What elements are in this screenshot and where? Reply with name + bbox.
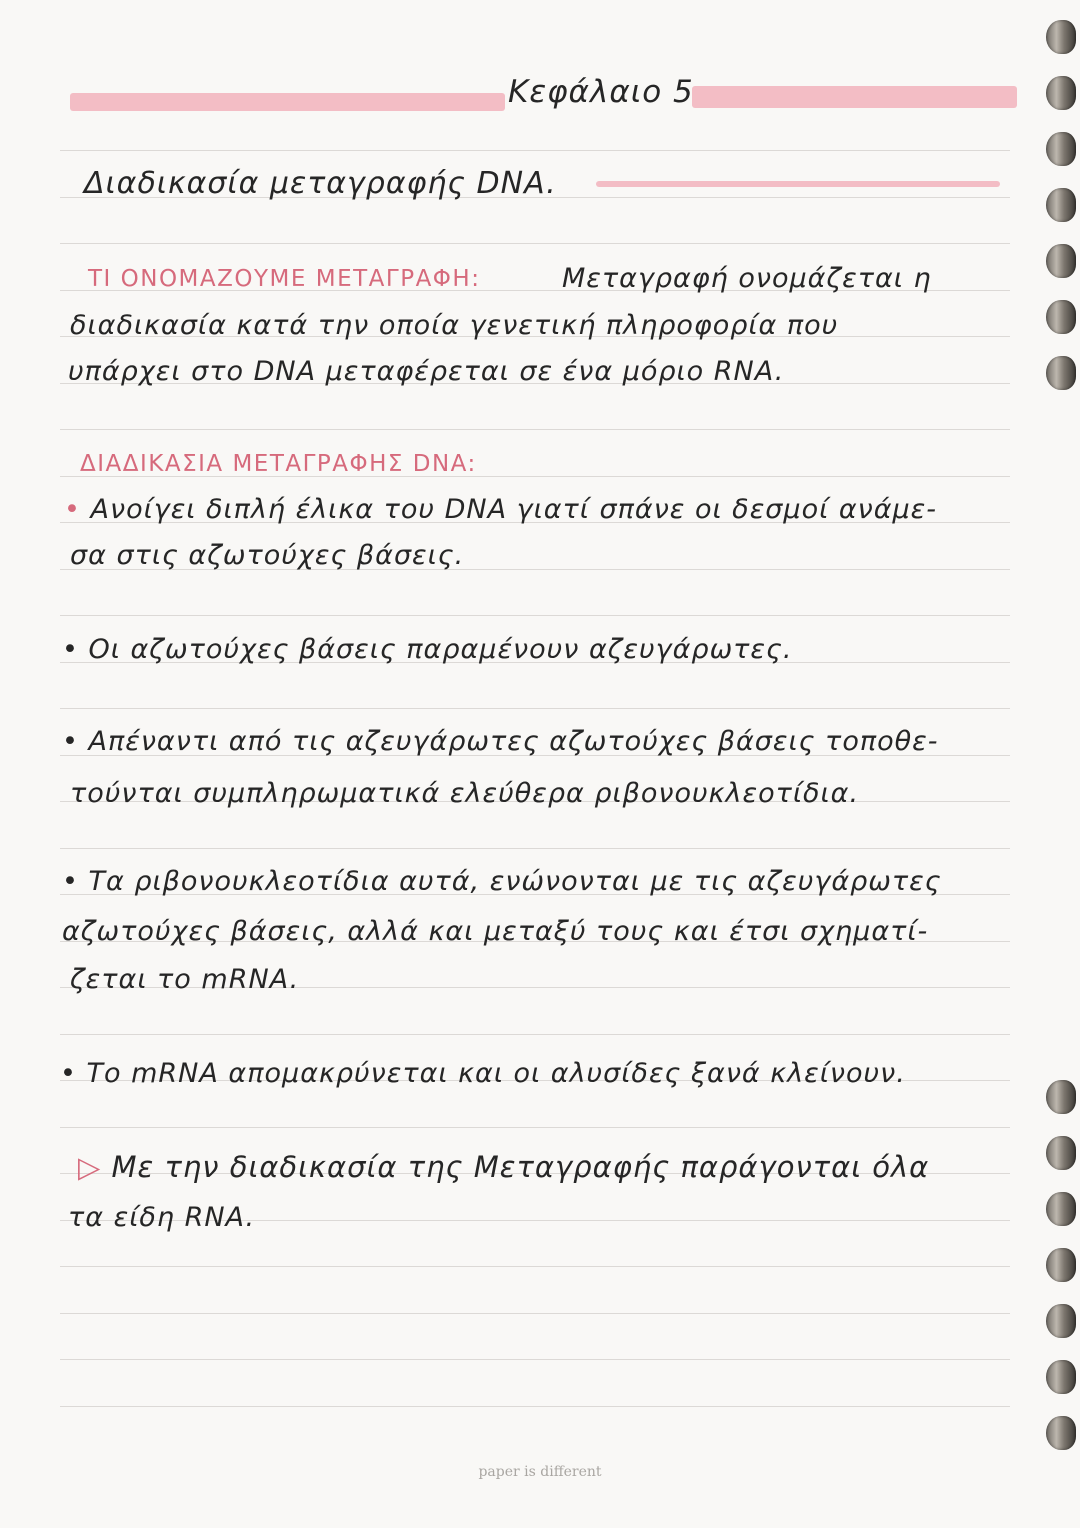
chapter-heading: Κεφάλαιο 5 [508, 74, 694, 110]
spiral-ring [1046, 1416, 1076, 1450]
ruled-line [60, 615, 1010, 616]
step-4-line-1: • Τα ριβονουκλεοτίδια αυτά, ενώνονται με τις αζευγάρωτες [62, 866, 942, 897]
spiral-ring [1046, 244, 1076, 278]
spiral-ring [1046, 1248, 1076, 1282]
ruled-lines [40, 0, 1010, 1528]
definition-line-2: διαδικασία κατά την οποία γενετική πληροφορία που [70, 310, 839, 341]
page-footer-brand: paper is different [478, 1464, 602, 1480]
step-1-line-2: σα στις αζωτούχες βάσεις. [70, 540, 465, 571]
step-3-line-2: τούνται συμπληρωματικά ελεύθερα ριβονουκλεοτίδια. [70, 778, 860, 809]
spiral-ring [1046, 1360, 1076, 1394]
conclusion-line-1: ▷ Με την διαδικασία της Μεταγραφής παράγονται όλα [78, 1150, 930, 1184]
triangle-marker-icon: ▷ [78, 1150, 102, 1184]
step-4-line-3: ζεται το mRNA. [70, 964, 300, 995]
spiral-ring [1046, 20, 1076, 54]
conclusion-line-2: τα είδη RNA. [68, 1202, 256, 1233]
spiral-ring [1046, 1080, 1076, 1114]
heading-highlight-right [692, 86, 1017, 108]
step-4-line-2: αζωτούχες βάσεις, αλλά και μεταξύ τους και έτσι σχηματί- [62, 916, 929, 947]
heading-highlight-left [70, 93, 505, 111]
ruled-line [60, 1127, 1010, 1128]
ruled-line [60, 708, 1010, 709]
ruled-line [60, 1406, 1010, 1407]
step-3-line-1: • Απέναντι από τις αζευγάρωτες αζωτούχες βάσεις τοποθε- [62, 726, 939, 757]
definition-line-1: Μεταγραφή ονομάζεται η [562, 263, 932, 294]
ruled-line [60, 1313, 1010, 1314]
definition-term: ΤΙ ΟΝΟΜΑΖΟΥΜΕ ΜΕΤΑΓΡΑΦΗ: [88, 266, 481, 292]
ruled-line [60, 848, 1010, 849]
spiral-ring [1046, 1192, 1076, 1226]
spiral-ring [1046, 300, 1076, 334]
spiral-ring [1046, 1304, 1076, 1338]
process-heading: ΔΙΑΔΙΚΑΣΙΑ ΜΕΤΑΓΡΑΦΗΣ DNA: [80, 451, 477, 477]
ruled-line [60, 1034, 1010, 1035]
spiral-ring [1046, 76, 1076, 110]
spiral-ring [1046, 356, 1076, 390]
ruled-line [60, 243, 1010, 244]
spiral-binding-bottom [1040, 1080, 1080, 1500]
spiral-ring [1046, 132, 1076, 166]
spiral-ring [1046, 188, 1076, 222]
step-1-line-1: • Ανοίγει διπλή έλικα του DNA γιατί σπάνε οι δεσμοί ανάμε- [64, 494, 938, 525]
subtitle-highlight [596, 181, 1000, 187]
spiral-ring [1046, 1136, 1076, 1170]
definition-line-3: υπάρχει στο DNA μεταφέρεται σε ένα μόριο RNA. [68, 356, 785, 387]
step-5-line-1: • Το mRNA απομακρύνεται και οι αλυσίδες ξανά κλείνουν. [60, 1058, 906, 1089]
spiral-binding-top [1040, 20, 1080, 400]
subtitle: Διαδικασία μεταγραφής DNA. [84, 166, 557, 201]
ruled-line [60, 1266, 1010, 1267]
ruled-line [60, 429, 1010, 430]
step-2-line-1: • Οι αζωτούχες βάσεις παραμένουν αζευγάρωτες. [62, 634, 793, 665]
ruled-line [60, 1359, 1010, 1360]
ruled-line [60, 150, 1010, 151]
